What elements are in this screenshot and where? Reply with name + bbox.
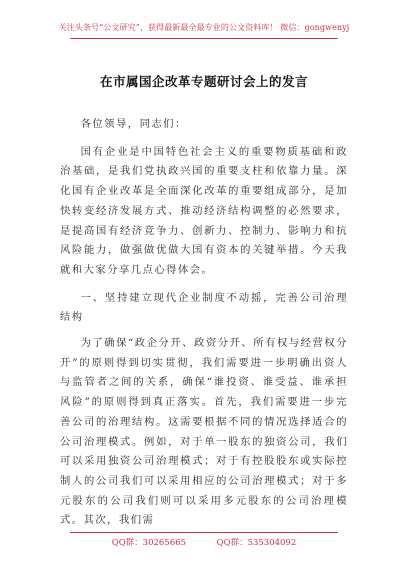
footer-qq-group-2: QQ群：535304092: [216, 538, 297, 548]
footer-divider: [70, 532, 338, 533]
document-title: 在市属国企改革专题研讨会上的发言: [99, 74, 308, 89]
paragraph: 为了确保“政企分开、政资分开、所有权与经营权分开”的原则得到切实贯彻，我们需要进一步明确出资人与监管者之间的关系，确保“谁投资、谁受益、谁承担风险”的原则得到真正落实。首先，我们需要进一步完善公司的治理结构。这需要根据不同的情况选择适合的公司治理模式。例如，对于单一股东的独资公司，我们可以采用独资公司治理模式；对于有控股股东或实际控制人的公司我们可以采用相应的公司治理模式；对于多元股东的公司我们则可以采用多元股东的公司治理模式。其次，我们需: [60, 337, 348, 527]
salutation: 各位领导，同志们：: [80, 118, 187, 130]
header-banner: 关注头条号“公文研究”，获得最新最全最专业的公文资料库！ 微信：gongwenyj: [58, 23, 350, 32]
section-heading: 一、坚持建立现代企业制度不动摇，完善公司治理结构: [60, 291, 348, 324]
header-divider: [70, 38, 338, 39]
footer: [0, 536, 408, 548]
footer-qq-group-1: QQ群：30265665: [111, 538, 186, 548]
document-body: [60, 115, 348, 531]
paragraph: 国有企业是中国特色社会主义的重要物质基础和政治基础，是我们党执政兴国的重要支柱和依靠力量。深化国有企业改革是全面深化改革的重要组成部分，是加快转变经济发展方式、推动经济结构调整的必然要求，是提高国有经济竞争力、创新力、控制力、影响力和抗风险能力，做强做优做大国有资本的关键举措。今天我就和大家分享几点心得体会。: [60, 145, 348, 276]
